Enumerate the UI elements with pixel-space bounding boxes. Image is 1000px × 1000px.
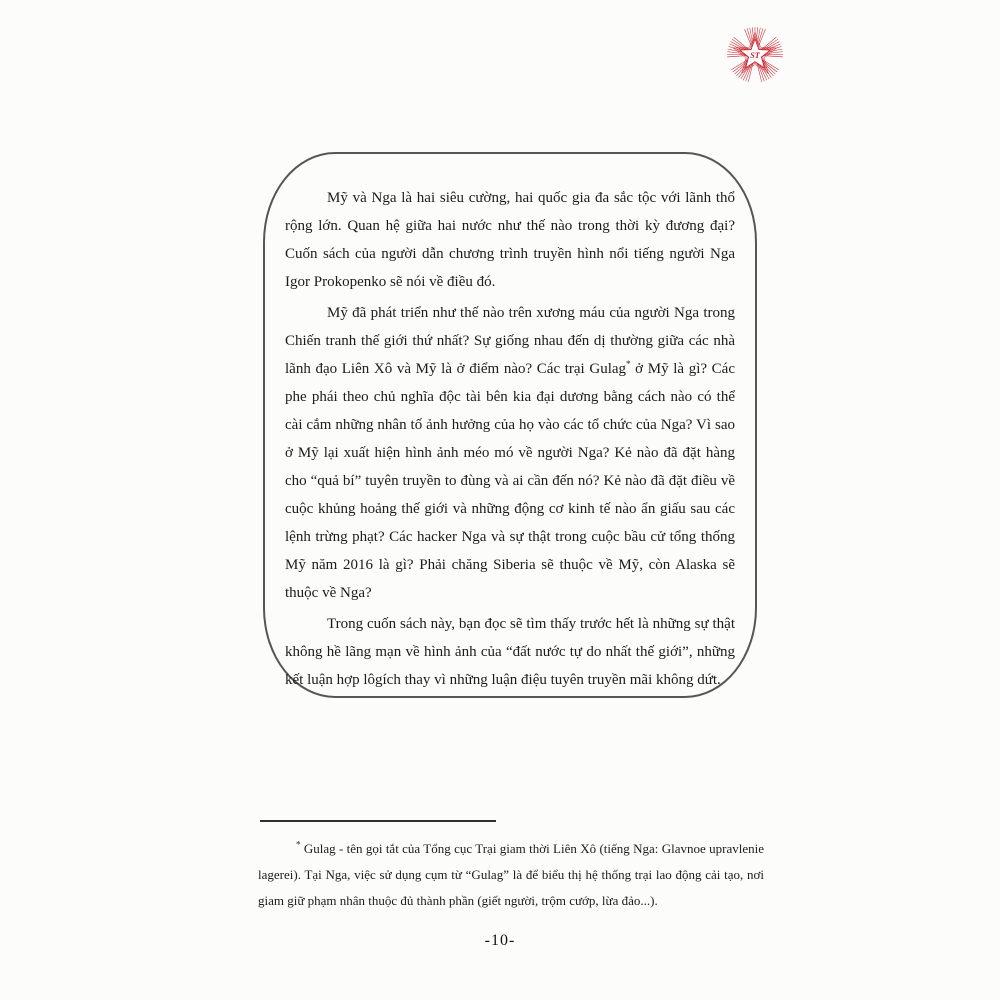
text-frame: [263, 152, 757, 698]
footnote-marker: *: [296, 839, 301, 850]
footnote-text: Gulag - tên gọi tắt của Tổng cục Trại giam thời Liên Xô (tiếng Nga: Glavnoe upravlenie lagerei). Tại Nga, việc sử dụng cụm từ “Gulag” là để biểu thị hệ thống trại lao động cải tạo, nơi giam giữ phạm nhân thuộc đủ thành phần (giết người, trộm cướp, lừa đảo...).: [258, 841, 764, 908]
logo-monogram: ST: [750, 51, 760, 61]
page-number: -10-: [484, 932, 516, 949]
footnote: [258, 836, 764, 914]
paragraph-2-text-a: Mỹ đã phát triển như thế nào trên xương máu của người Nga trong Chiến tranh thế giới thứ nhất? Sự giống nhau đến dị thường giữa các nhà lãnh đạo Liên Xô và Mỹ là ở điểm nào? Các trại Gulag: [285, 305, 735, 377]
paragraph-3: Trong cuốn sách này, bạn đọc sẽ tìm thấy trước hết là những sự thật không hề lãng mạn về hình ảnh của “đất nước tự do nhất thế giới”, những kết luận hợp lôgích thay vì những luận điệu tuyên truyền mãi không dứt.: [285, 616, 735, 688]
publisher-star-logo: [721, 21, 789, 89]
footnote-reference-marker: *: [626, 359, 631, 369]
paragraph-2-text-b: ở Mỹ là gì? Các phe phái theo chủ nghĩa độc tài bên kia đại dương bằng cách nào có thể cài cắm những nhân tố ảnh hưởng của họ vào các tổ chức của Nga? Vì sao ở Mỹ lại xuất hiện hình ảnh méo mó về người Nga? Kẻ nào đã đặt hàng cho “quả bí” tuyên truyền to đùng và ai cần đến nó? Kẻ nào đã đặt điều về cuộc khủng hoảng thế giới và những động cơ kinh tế nào ẩn giấu sau các lệnh trừng phạt? Các hacker Nga và sự thật trong cuộc bầu cử tổng thống Mỹ năm 2016 là gì? Phải chăng Siberia sẽ thuộc về Mỹ, còn Alaska sẽ thuộc về Nga?: [285, 361, 735, 601]
paragraph-2: [285, 299, 735, 607]
paragraph-1: Mỹ và Nga là hai siêu cường, hai quốc gia đa sắc tộc với lãnh thổ rộng lớn. Quan hệ giữa hai nước như thế nào trong thời kỳ đương đại? Cuốn sách của người dẫn chương trình truyền hình nổi tiếng người Nga Igor Prokopenko sẽ nói về điều đó.: [285, 190, 735, 290]
footnote-separator-line: [260, 820, 496, 822]
